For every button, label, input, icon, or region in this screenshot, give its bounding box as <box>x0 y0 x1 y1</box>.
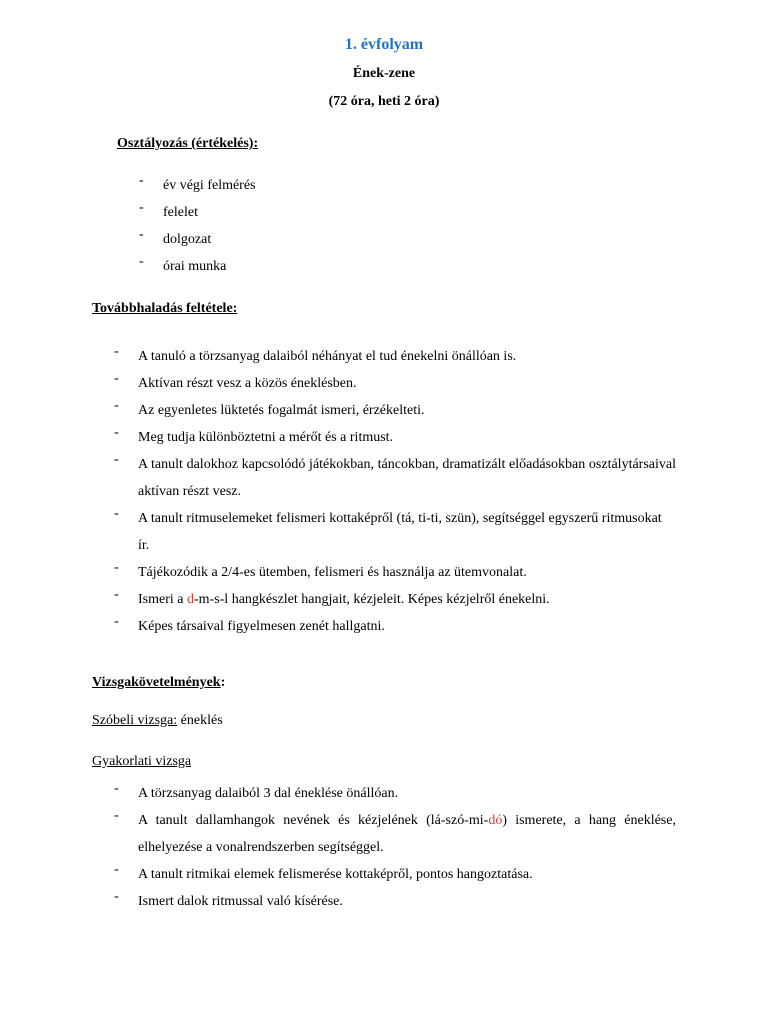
list-item: - Meg tudja különböztetni a mérőt és a ritmust. <box>114 425 394 445</box>
list-item: - felelet <box>139 200 198 220</box>
list-item: - órai munka <box>139 254 227 274</box>
list-item: - A tanult ritmuselemeket felismeri kottaképről (tá, ti-ti, szün), segítséggel egyszerű ritmusokat ír. <box>114 506 662 553</box>
grading-heading: Osztályozás (értékelés): <box>117 136 259 151</box>
list-item: - Ismert dalok ritmussal való kísérése. <box>114 889 343 909</box>
subject-title: Ének-zene <box>352 66 416 81</box>
oral-exam-line: Szóbeli vizsga: éneklés <box>92 713 223 728</box>
practical-exam-list <box>114 780 676 915</box>
list-item: - dolgozat <box>139 227 212 247</box>
exam-heading: Vizsgakövetelmények: <box>92 675 226 690</box>
list-item: - Aktívan részt vesz a közös éneklésben. <box>114 371 357 391</box>
practical-exam-label: Gyakorlati vizsga <box>92 754 192 769</box>
list-item: - A tanult dalokhoz kapcsolódó játékokban, táncokban, dramatizált előadásokban osztálytársaival aktívan részt vesz. <box>114 452 676 499</box>
grading-list <box>139 173 679 286</box>
list-item: - Az egyenletes lüktetés fogalmát ismeri, érzékelteti. <box>114 398 425 418</box>
highlighted-note: d <box>186 592 194 607</box>
list-item: - A tanuló a törzsanyag dalaiból néhányat el tud énekelni önállóan is. <box>114 344 517 364</box>
list-item: - A törzsanyag dalaiból 3 dal éneklése önállóan. <box>114 781 399 801</box>
page-title: 1. évfolyam <box>344 36 424 53</box>
list-item: - A tanult ritmikai elemek felismerése kottaképről, pontos hangoztatása. <box>114 862 533 882</box>
list-item: - Tájékozódik a 2/4-es ütemben, felismeri és használja az ütemvonalat. <box>114 560 527 580</box>
hours-subtitle: (72 óra, heti 2 óra) <box>328 94 440 109</box>
list-item: - A tanult dallamhangok nevének és kézjelének (lá-szó-mi-dó) ismerete, a hang éneklése, elhelyezése a vonalrendszerben segítséggel. <box>114 808 676 855</box>
list-item: - Képes társaival figyelmesen zenét hallgatni. <box>114 614 385 634</box>
progression-heading: Továbbhaladás feltétele: <box>92 301 238 316</box>
list-item: - év végi felmérés <box>139 173 256 193</box>
highlighted-note: dó <box>488 813 503 828</box>
list-item: - Ismeri a d-m-s-l hangkészlet hangjait, kézjeleit. Képes kézjelről énekelni. <box>114 587 550 607</box>
progression-list <box>114 343 676 640</box>
